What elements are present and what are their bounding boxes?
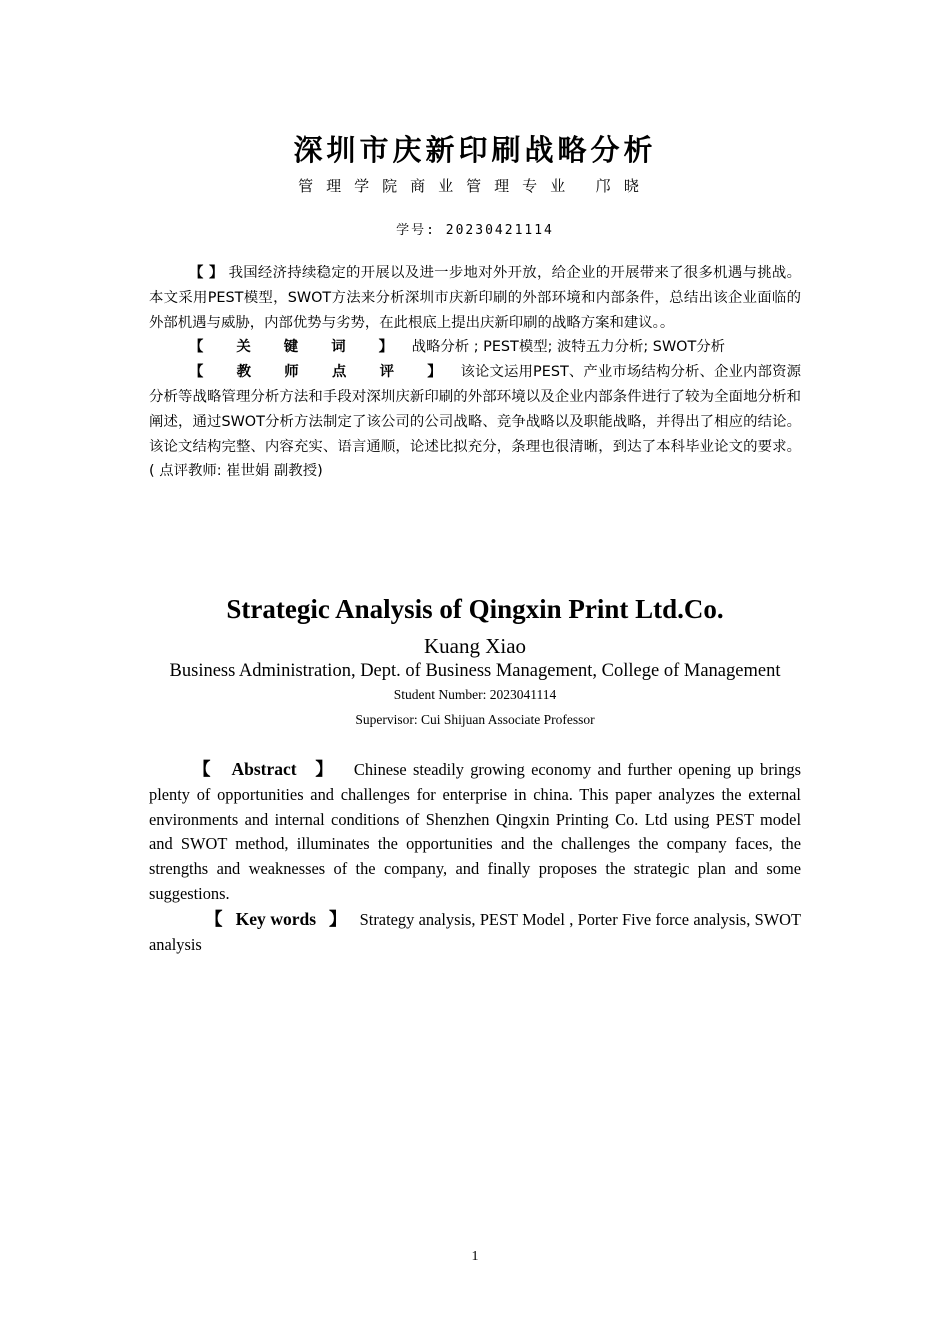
english-keywords-bracket-open: 【 — [205, 908, 223, 929]
english-affiliation: Business Administration, Dept. of Business Management, College of Management — [169, 661, 781, 681]
english-abstract-text: Chinese steadily growing economy and further opening up brings plenty of opportunities and challenges for enterprise in china. This paper analyzes the external environments and internal conditions of Shenzhen Qingxin Printing Co. Ltd using PEST model and SWOT method, illuminates the opportunities and the challenges the company faces, the strengths and weaknesses of the company, and finally proposes the strategic plan and some suggestions. — [149, 760, 801, 903]
chinese-keywords — [149, 335, 801, 360]
english-abstract-block — [149, 757, 801, 957]
english-title: Strategic Analysis of Qingxin Print Ltd.Co. — [226, 594, 724, 624]
english-supervisor: Supervisor: Cui Shijuan Associate Professor — [355, 712, 595, 727]
chinese-keywords-text: 战略分析 ; PEST模型; 波特五力分析; SWOT分析 — [411, 339, 726, 356]
page-number: 1 — [471, 1249, 479, 1264]
english-abstract — [149, 757, 801, 907]
chinese-teacher-comment-label: 【 教 师 点 评 】 — [189, 364, 456, 381]
english-keywords-text: Strategy analysis, PEST Model , Porter Five force analysis, SWOT analysis — [149, 909, 802, 954]
chinese-abstract-label: 【 】 — [189, 265, 224, 281]
english-abstract-label: Abstract — [231, 759, 297, 779]
chinese-title: 深圳市庆新印刷战略分析 — [293, 133, 657, 167]
english-student-number: Student Number: 2023041114 — [393, 687, 557, 702]
english-keywords-label: Key words — [235, 908, 317, 929]
english-abstract-bracket-open: 【 — [193, 759, 213, 779]
english-keywords — [149, 907, 801, 958]
chinese-student-number: 学号: 20230421114 — [396, 223, 554, 238]
english-keywords-bracket-close: 】 — [329, 908, 347, 929]
chinese-abstract — [149, 261, 801, 335]
chinese-teacher-comment-text: 该论文运用PEST、产业市场结构分析、企业内部资源分析等战略管理分析方法和手段对深圳庆新印刷的外部环境以及企业内部条件进行了较为全面地分析和阐述，通过SWOT分析方法制定了该公司的公司战略、竞争战略以及职能战略，并得出了相应的结论。 该论文结构完整、内容充实、语言通顺，论述比拟充分，条理也很清晰，到达了本科毕业论文的要求。 ( 点评教师: 崔世娟 副教授) — [149, 364, 801, 480]
chinese-abstract-block — [149, 261, 801, 484]
chinese-keywords-label: 【 关 键 词 】 — [189, 339, 407, 356]
chinese-abstract-text: 我国经济持续稳定的开展以及进一步地对外开放，给企业的开展带来了很多机遇与挑战。本文采用PEST模型，SWOT方法来分析深圳市庆新印刷的外部环境和内部条件，总结出该企业面临的外部机遇与威胁，内部优势与劣势，在此根底上提出庆新印刷的战略方案和建议。。 — [149, 265, 801, 331]
english-abstract-bracket-close: 】 — [315, 759, 336, 779]
chinese-author-line: 管理学院商业管理专业 邝晓 — [298, 177, 652, 195]
english-author: Kuang Xiao — [423, 634, 527, 658]
chinese-teacher-comment — [149, 360, 801, 484]
